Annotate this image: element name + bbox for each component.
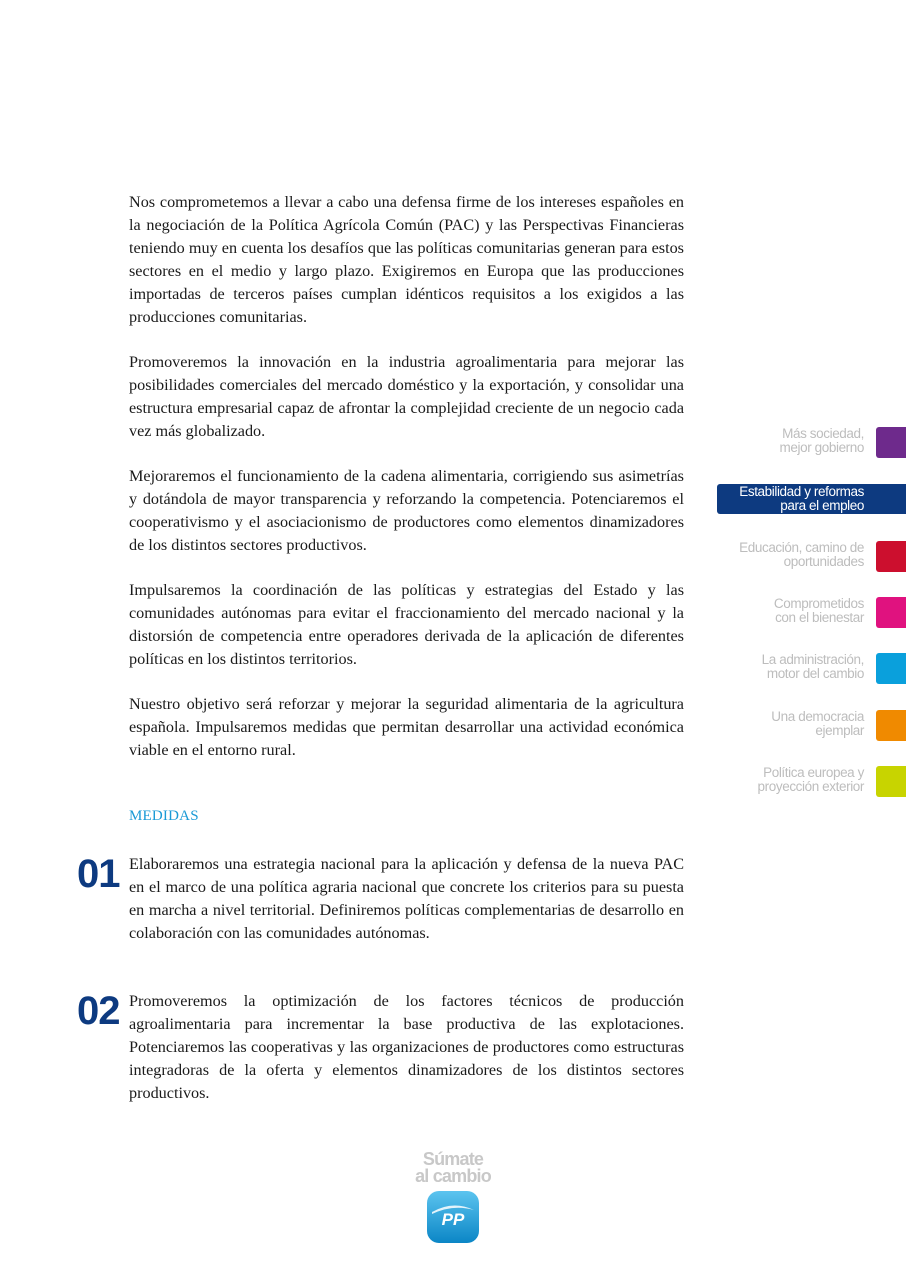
nav-item-label: Más sociedad, mejor gobierno (779, 426, 864, 455)
nav-item-bienestar[interactable] (700, 597, 906, 629)
chapter-color-swatch (876, 653, 906, 684)
pp-logo-icon (426, 1190, 480, 1244)
nav-item-label: Estabilidad y reformas para el empleo (739, 484, 864, 513)
chapter-side-nav (700, 0, 906, 1280)
nav-item-label: Política europea y proyección exterior (757, 765, 864, 794)
nav-item-estabilidad[interactable] (717, 484, 906, 514)
paragraph-pac-defense: Nos comprometemos a llevar a cabo una defensa firme de los intereses españoles en la negociación de la Política Agrícola Común (PAC) y las Perspectivas Financieras teniendo muy en cuenta los desafíos que las políticas comunitarias generan para estos sectores en el medio y largo plazo. Exigiremos en Europa que las producciones importadas de terceros países cumplan idénticos requisitos a los exigidos a las producciones comunitarias. (129, 193, 684, 326)
nav-item-politica-europea[interactable] (700, 766, 906, 798)
paragraph-agrifood-innovation: Promoveremos la innovación en la industria agroalimentaria para mejorar las posibilidades comerciales del mercado doméstico y la exportación, y consolidar una estructura empresarial capaz de afrontar la complejidad creciente de un negocio cada vez más globalizado. (129, 353, 684, 440)
measure-text: Elaboraremos una estrategia nacional para la aplicación y defensa de la nueva PAC en el marco de una política agraria nacional que concrete los criterios para su puesta en marcha a nivel territorial. Definiremos políticas complementarias de desarrollo en colaboración con las comunidades autónomas. (129, 855, 684, 942)
nav-item-label: Educación, camino de oportunidades (739, 540, 864, 569)
nav-item-label: La administración, motor del cambio (761, 652, 864, 681)
nav-item-label: Comprometidos con el bienestar (773, 596, 864, 625)
measure-text: Promoveremos la optimización de los factores técnicos de producción agroalimentaria para incrementar la base productiva de las explotaciones. Potenciaremos las cooperativas y las organizaciones de productores como estructuras integradoras de la oferta y elementos dinamizadores de los distintos sectores productivos. (129, 992, 684, 1102)
nav-item-educacion[interactable] (700, 541, 906, 573)
measure-number: 01 (77, 852, 120, 896)
slogan-line-1: Súmate (422, 1149, 484, 1169)
chapter-color-swatch (876, 766, 906, 797)
chapter-color-swatch (876, 541, 906, 572)
nav-item-mas-sociedad[interactable] (700, 427, 906, 459)
nav-item-democracia[interactable] (700, 710, 906, 742)
chapter-color-swatch (876, 710, 906, 741)
nav-item-administracion[interactable] (700, 653, 906, 685)
measure-number: 02 (77, 989, 120, 1033)
chapter-color-swatch (876, 597, 906, 628)
chapter-color-swatch (876, 427, 906, 458)
pp-logo-text: PP (441, 1210, 465, 1229)
nav-item-label: Una democracia ejemplar (771, 709, 864, 738)
paragraph-policy-coordination: Impulsaremos la coordinación de las políticas y estrategias del Estado y las comunidades autónomas para evitar el fraccionamiento del mercado nacional y la distorsión de competencia entre operadores derivada de la aplicación de diferentes políticas en los distintos territorios. (129, 581, 684, 668)
paragraph-food-chain: Mejoraremos el funcionamiento de la cadena alimentaria, corrigiendo sus asimetrías y dotándola de mayor transparencia y reforzando la competencia. Potenciaremos el cooperativismo y el asociacionismo de productores como elementos dinamizadores de los distintos sectores productivos. (129, 467, 684, 554)
medidas-heading: MEDIDAS (129, 808, 199, 824)
footer-logo (405, 1150, 501, 1246)
paragraph-food-security: Nuestro objetivo será reforzar y mejorar la seguridad alimentaria de la agricultura española. Impulsaremos medidas que permitan desarrollar una actividad económica viable en el entorno rural. (129, 695, 684, 759)
slogan-line-2: al cambio (415, 1166, 491, 1186)
